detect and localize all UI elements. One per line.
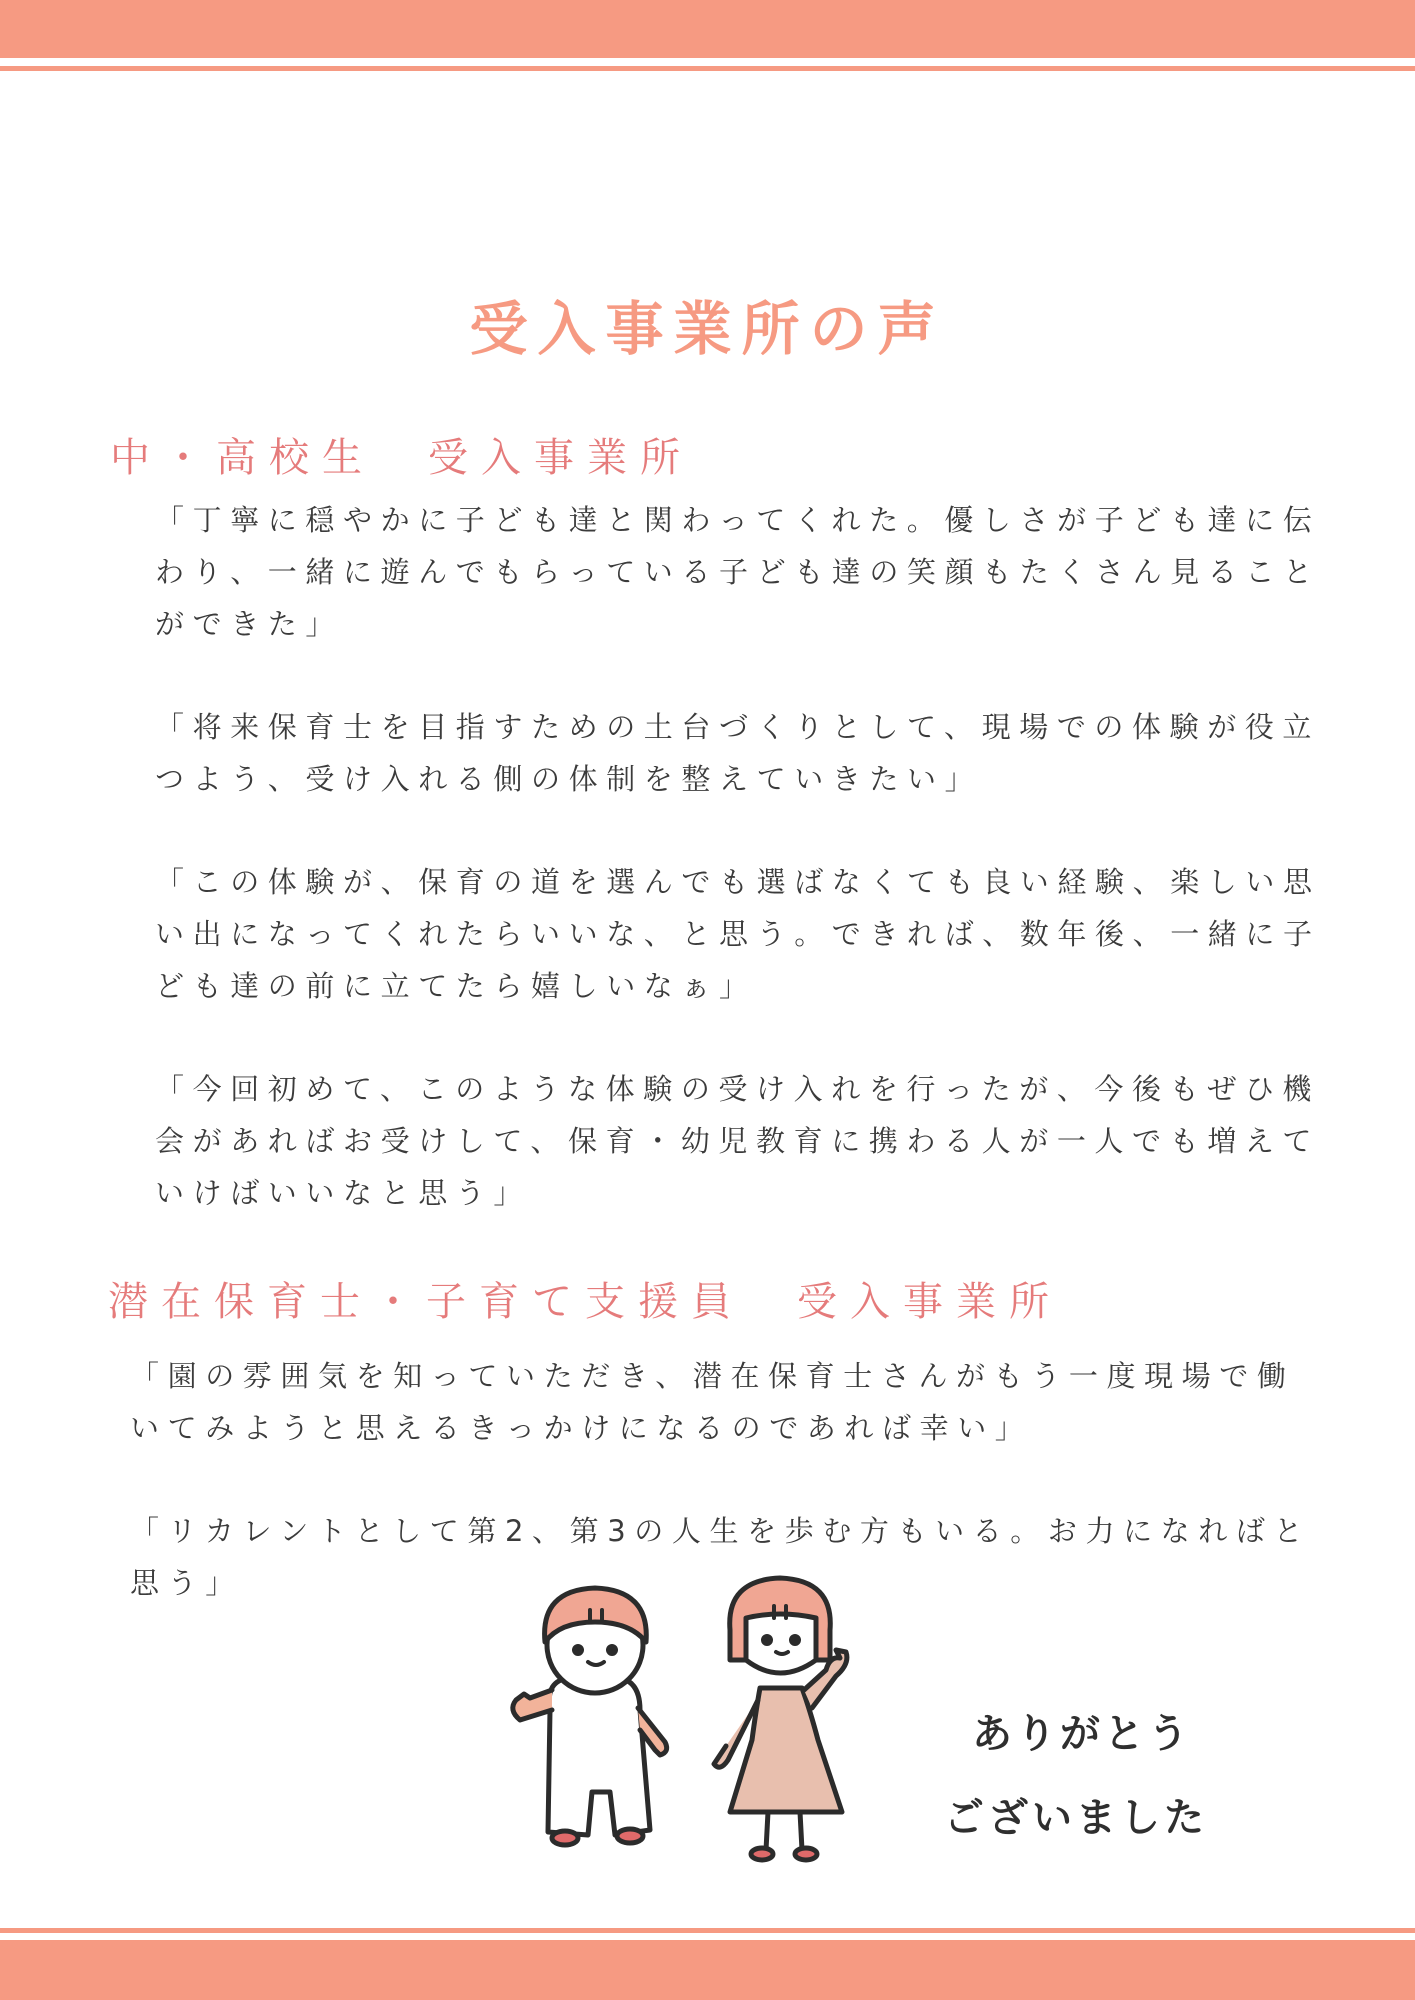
quote-student-2: 「将来保育士を目指すための土台づくりとして、現場での体験が役立つよう、受け入れる側の体制を整えていきたい」: [155, 710, 1321, 796]
bottom-band: [0, 1940, 1415, 2000]
thanks-line-1: ありがとう: [972, 1711, 1192, 1757]
quote-caregiver-1: 「園の雰囲気を知っていただき、潜在保育士さんがもう一度現場で働いてみようと思えるきっかけになるのであれば幸い」: [130, 1359, 1295, 1445]
quote-student-4: 「今回初めて、このような体験の受け入れを行ったが、今後もぜひ機会があればお受けして、保育・幼児教育に携わる人が一人でも増えていけばいいなと思う」: [155, 1072, 1321, 1210]
top-band: [0, 0, 1415, 58]
top-rule: [0, 66, 1415, 71]
quote-student-1: 「丁寧に穏やかに子ども達と関わってくれた。優しさが子ども達に伝わり、一緒に遊んでもらっている子ども達の笑顔もたくさん見ることができた」: [155, 503, 1321, 641]
section-heading-students: 中・高校生 受入事業所: [110, 435, 693, 481]
bottom-rule: [0, 1928, 1415, 1933]
girl-figure: [714, 1578, 847, 1860]
quote-student-3: 「この体験が、保育の道を選んでも選ばなくても良い経験、楽しい思い出になってくれたらいいな、と思う。できれば、数年後、一緒に子ども達の前に立てたら嬉しいなぁ」: [155, 865, 1321, 1003]
quote-caregiver-2: 「リカレントとして第2、第3の人生を歩む方もいる。お力になればと思う」: [130, 1514, 1312, 1600]
thanks-line-2: ございました: [944, 1795, 1208, 1841]
page-title: 受入事業所の声: [469, 295, 946, 363]
children-illustration: [490, 1560, 950, 1880]
boy-figure: [513, 1588, 667, 1845]
section-heading-caregivers: 潜在保育士・子育て支援員 受入事業所: [108, 1279, 1062, 1325]
